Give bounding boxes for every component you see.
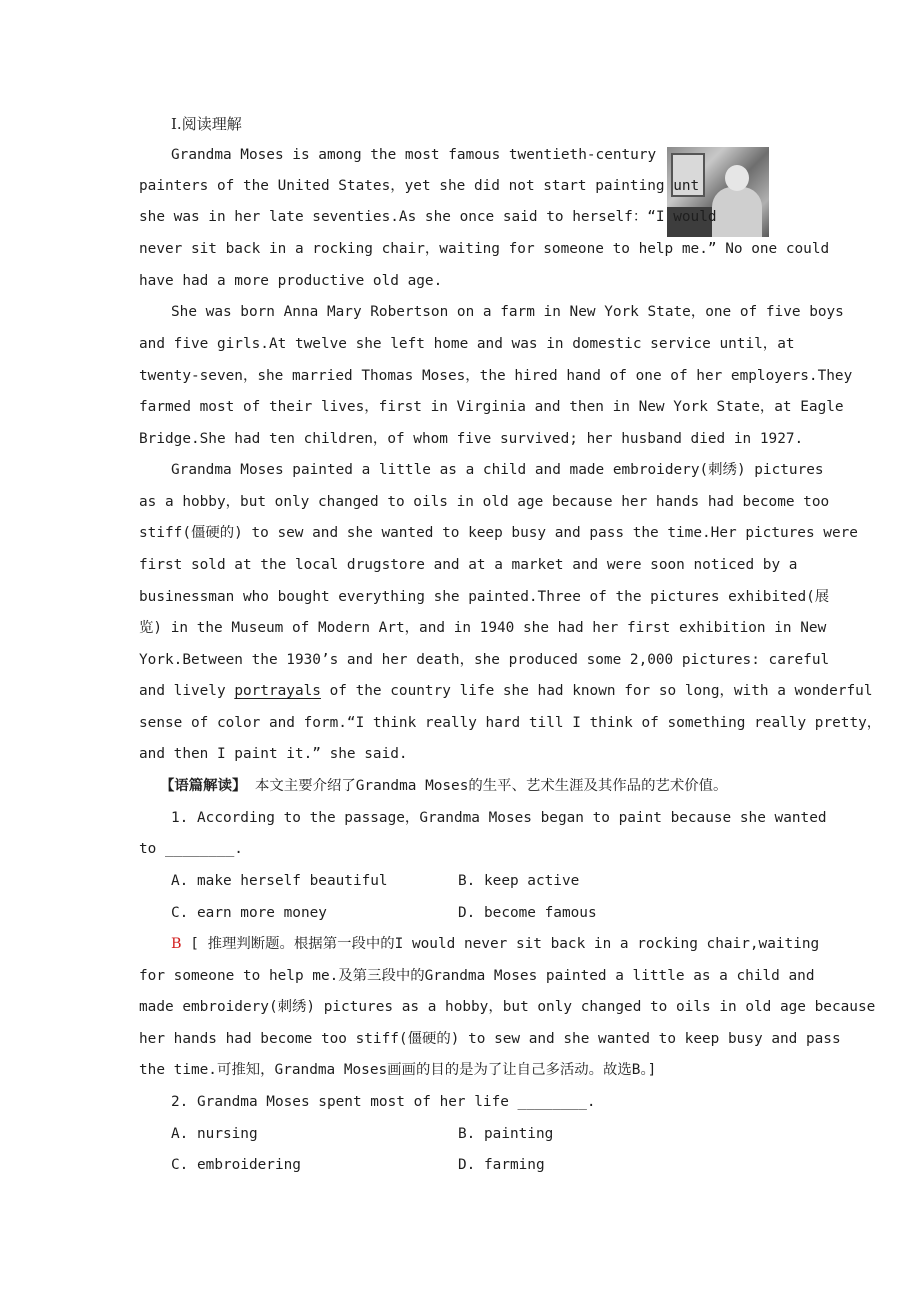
- passage-line: never sit back in a rocking chair，waiting for someone to help me.” No one could: [139, 241, 830, 257]
- option-a: A. nursing: [171, 1126, 258, 1142]
- passage-line: Grandma Moses is among the most famous twentieth-century: [171, 147, 657, 163]
- passage-line: and five girls.At twelve she left home and was in domestic service until，at: [139, 336, 795, 352]
- passage-line: Bridge.She had ten children，of whom five survived; her husband died in 1927.: [139, 431, 804, 447]
- option-d: D. become famous: [458, 905, 597, 921]
- question-stem: 1. According to the passage，Grandma Moses began to paint because she wanted: [171, 810, 827, 826]
- option-b: B. keep active: [458, 873, 580, 889]
- option-c: C. earn more money: [171, 905, 327, 921]
- passage-line: businessman who bought everything she painted.Three of the pictures exhibited(展: [139, 589, 830, 605]
- option-c: C. embroidering: [171, 1157, 301, 1173]
- question-stem: 2. Grandma Moses spent most of her life ________.: [171, 1094, 596, 1110]
- passage-line: she was in her late seventies.As she once said to herself：“I would: [139, 209, 717, 225]
- answer-explanation: for someone to help me.及第三段中的Grandma Moses painted a little as a child and: [139, 968, 815, 984]
- answer-explanation: her hands had become too stiff(僵硬的) to sew and she wanted to keep busy and pass: [139, 1031, 841, 1047]
- underlined-word: portrayals: [234, 683, 321, 699]
- passage-line: Grandma Moses painted a little as a child and made embroidery(刺绣) pictures: [171, 462, 824, 478]
- option-a: A. make herself beautiful: [171, 873, 388, 889]
- answer-letter: B: [171, 936, 182, 952]
- passage-line: have had a more productive old age.: [139, 273, 443, 289]
- section-heading: Ⅰ.阅读理解: [171, 115, 242, 133]
- question-stem: to ________.: [139, 841, 243, 857]
- option-b: B. painting: [458, 1126, 554, 1142]
- summary: 【语篇解读】 本文主要介绍了Grandma Moses的生平、艺术生涯及其作品的艺术价值。: [160, 778, 728, 794]
- answer-explanation: the time.可推知，Grandma Moses画画的目的是为了让自己多活动。故选B。]: [139, 1062, 657, 1078]
- answer-explanation: B [ 推理判断题。根据第一段中的I would never sit back in a rocking chair,waiting: [171, 936, 820, 952]
- passage-line: twenty-seven，she married Thomas Moses，the hired hand of one of her employers.They: [139, 368, 853, 384]
- passage-line: sense of color and form.“I think really hard till I think of something really pretty，: [139, 715, 882, 731]
- passage-line: stiff(僵硬的) to sew and she wanted to keep busy and pass the time.Her pictures were: [139, 525, 858, 541]
- passage-line: farmed most of their lives，first in Virginia and then in New York State，at Eagle: [139, 399, 844, 415]
- summary-label: 【语篇解读】: [160, 778, 247, 794]
- passage-line: painters of the United States，yet she did not start painting unt: [139, 178, 700, 194]
- passage-line: first sold at the local drugstore and at a market and were soon noticed by a: [139, 557, 798, 573]
- answer-explanation: made embroidery(刺绣) pictures as a hobby，but only changed to oils in old age because: [139, 999, 876, 1015]
- passage-line: She was born Anna Mary Robertson on a farm in New York State，one of five boys: [171, 304, 844, 320]
- passage-line: as a hobby，but only changed to oils in old age because her hands had become too: [139, 494, 830, 510]
- passage-line: 览) in the Museum of Modern Art，and in 1940 she had her first exhibition in New: [139, 620, 827, 636]
- passage-line: York.Between the 1930’s and her death，she produced some 2,000 pictures: careful: [139, 652, 830, 668]
- option-d: D. farming: [458, 1157, 545, 1173]
- passage-line: and then I paint it.” she said.: [139, 746, 408, 762]
- passage-line: and lively portrayals of the country life she had known for so long，with a wonderful: [139, 683, 873, 699]
